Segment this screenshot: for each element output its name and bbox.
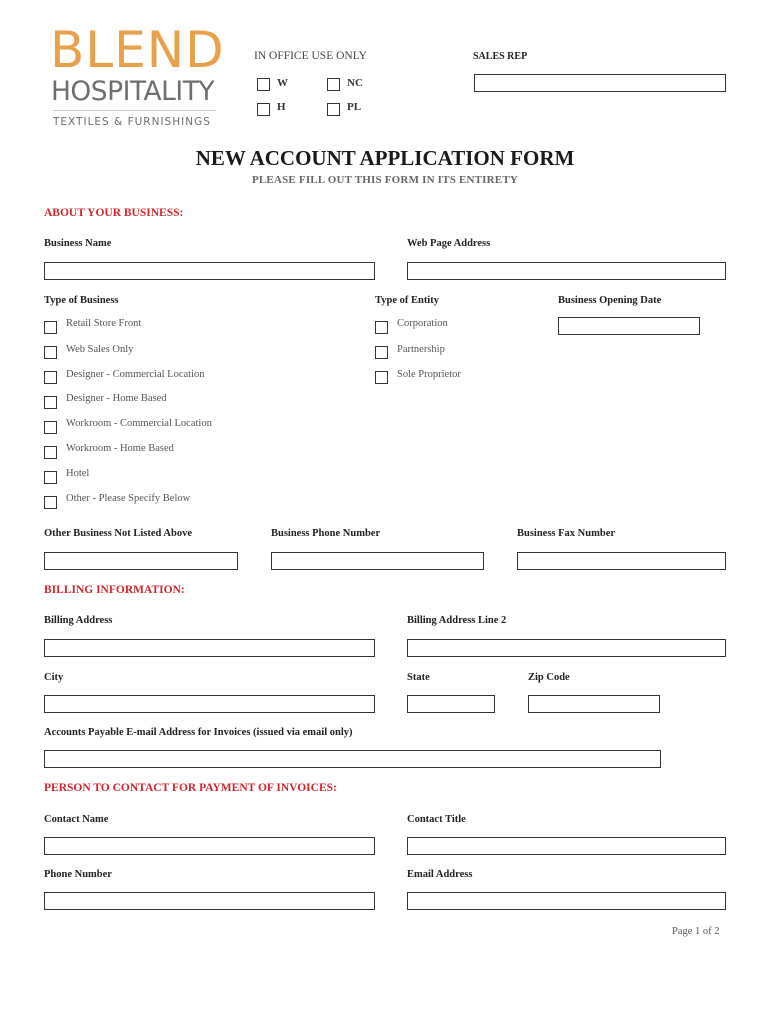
- ap-email-field[interactable]: [44, 750, 661, 768]
- business-phone-label: Business Phone Number: [271, 528, 381, 539]
- section-contact-heading: PERSON TO CONTACT FOR PAYMENT OF INVOICES:: [44, 782, 337, 794]
- city-label: City: [44, 672, 64, 683]
- form-subtitle: PLEASE FILL OUT THIS FORM IN ITS ENTIRETY: [251, 174, 519, 186]
- state-label: State: [407, 672, 430, 683]
- option-corporation: Corporation: [397, 318, 448, 329]
- option-workroom-commercial: Workroom - Commercial Location: [66, 418, 212, 429]
- option-designer-commercial: Designer - Commercial Location: [66, 369, 205, 380]
- sales-rep-label: SALES REP: [473, 51, 528, 62]
- ap-email-label: Accounts Payable E-mail Address for Invoices (issued via email only): [44, 727, 353, 738]
- form-title: NEW ACCOUNT APPLICATION FORM: [195, 146, 575, 170]
- state-field[interactable]: [407, 695, 495, 713]
- other-business-field[interactable]: [44, 552, 238, 570]
- office-checkbox-h[interactable]: [257, 103, 270, 116]
- opening-date-label: Business Opening Date: [558, 295, 662, 306]
- checkbox-other[interactable]: [44, 496, 57, 509]
- business-fax-label: Business Fax Number: [517, 528, 616, 539]
- business-fax-field[interactable]: [517, 552, 726, 570]
- option-designer-home: Designer - Home Based: [66, 393, 167, 404]
- checkbox-workroom-commercial[interactable]: [44, 421, 57, 434]
- zip-label: Zip Code: [528, 672, 570, 683]
- logo-tagline: TEXTILES & FURNISHINGS: [53, 116, 211, 128]
- office-checkbox-nc[interactable]: [327, 78, 340, 91]
- contact-email-label: Email Address: [407, 869, 473, 880]
- business-name-label: Business Name: [44, 238, 112, 249]
- contact-phone-label: Phone Number: [44, 869, 112, 880]
- contact-phone-field[interactable]: [44, 892, 375, 910]
- option-retail-store-front: Retail Store Front: [66, 318, 142, 329]
- office-checkbox-w-label: W: [277, 77, 288, 89]
- office-checkbox-h-label: H: [277, 101, 286, 113]
- office-use-heading: IN OFFICE USE ONLY: [254, 50, 367, 62]
- section-billing-heading: BILLING INFORMATION:: [44, 584, 185, 596]
- other-business-label: Other Business Not Listed Above: [44, 528, 192, 539]
- logo-divider: [53, 110, 216, 111]
- checkbox-hotel[interactable]: [44, 471, 57, 484]
- billing-address-label: Billing Address: [44, 615, 113, 626]
- logo-blend: BLEND: [50, 21, 225, 79]
- office-checkbox-pl-label: PL: [347, 101, 362, 113]
- checkbox-retail-store-front[interactable]: [44, 321, 57, 334]
- logo-hospitality: HOSPITALITY: [51, 76, 215, 107]
- page-number: Page 1 of 2: [672, 926, 720, 937]
- office-checkbox-nc-label: NC: [347, 77, 363, 89]
- checkbox-web-sales-only[interactable]: [44, 346, 57, 359]
- checkbox-designer-commercial[interactable]: [44, 371, 57, 384]
- option-sole-proprietor: Sole Proprietor: [397, 369, 461, 380]
- option-workroom-home: Workroom - Home Based: [66, 443, 174, 454]
- billing-address-field[interactable]: [44, 639, 375, 657]
- option-hotel: Hotel: [66, 468, 90, 479]
- checkbox-partnership[interactable]: [375, 346, 388, 359]
- billing-address2-label: Billing Address Line 2: [407, 615, 507, 626]
- checkbox-corporation[interactable]: [375, 321, 388, 334]
- opening-date-field[interactable]: [558, 317, 700, 335]
- business-name-field[interactable]: [44, 262, 375, 280]
- city-field[interactable]: [44, 695, 375, 713]
- section-about-heading: ABOUT YOUR BUSINESS:: [44, 207, 184, 219]
- office-checkbox-w[interactable]: [257, 78, 270, 91]
- type-of-business-label: Type of Business: [44, 295, 119, 306]
- web-address-label: Web Page Address: [407, 238, 491, 249]
- option-web-sales-only: Web Sales Only: [66, 344, 134, 355]
- sales-rep-field[interactable]: [474, 74, 726, 92]
- billing-address2-field[interactable]: [407, 639, 726, 657]
- checkbox-workroom-home[interactable]: [44, 446, 57, 459]
- business-phone-field[interactable]: [271, 552, 484, 570]
- type-of-entity-label: Type of Entity: [375, 295, 439, 306]
- contact-email-field[interactable]: [407, 892, 726, 910]
- option-partnership: Partnership: [397, 344, 445, 355]
- option-other: Other - Please Specify Below: [66, 493, 191, 504]
- checkbox-sole-proprietor[interactable]: [375, 371, 388, 384]
- contact-title-label: Contact Title: [407, 814, 466, 825]
- office-checkbox-pl[interactable]: [327, 103, 340, 116]
- contact-title-field[interactable]: [407, 837, 726, 855]
- checkbox-designer-home[interactable]: [44, 396, 57, 409]
- contact-name-label: Contact Name: [44, 814, 109, 825]
- contact-name-field[interactable]: [44, 837, 375, 855]
- web-address-field[interactable]: [407, 262, 726, 280]
- zip-field[interactable]: [528, 695, 660, 713]
